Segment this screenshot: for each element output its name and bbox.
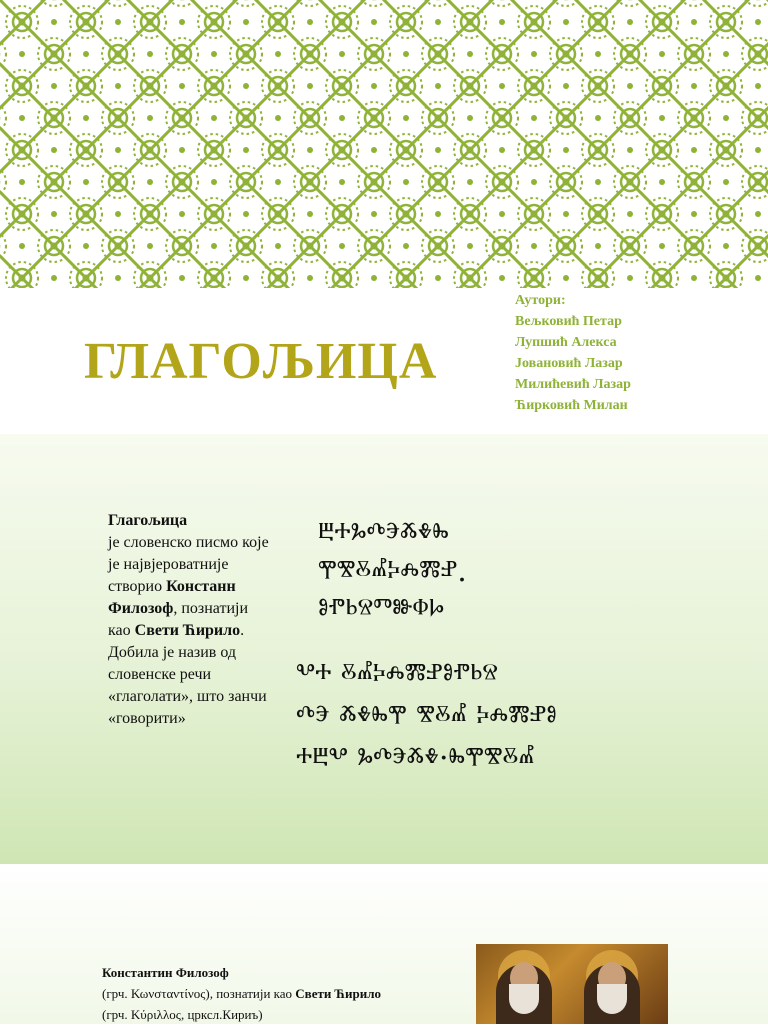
- decorative-pattern-icon: [0, 0, 768, 288]
- glagolitic-round-sample: [318, 515, 467, 629]
- glagolitic-angular-sample: [296, 654, 557, 780]
- glagolitic-line: ⰲⰰ ⰻⰼⰽⰾⰿⱀⱁⱂⱃⱄ: [296, 657, 498, 692]
- glagolitic-line: ⰱⰰⰳⰴⰵⰶⰷⰸ: [318, 516, 449, 551]
- glagolitic-line: ⰹⰺⰻⰼⰽⰾⰿⱀ.: [318, 554, 467, 589]
- author-item: Милићевић Лазар: [515, 377, 631, 392]
- beard-icon: [509, 984, 539, 1014]
- author-item: Ћирковић Милан: [515, 398, 628, 413]
- glagolitic-line: ⰰⰱⰲ ⰳⰴⰵⰶⰷ·ⰸⰹⰺⰻⰼ: [296, 741, 535, 776]
- term-constantine: Констанн Филозоф: [108, 578, 236, 617]
- text-segment: (грч. Κύριλλος, црксл.Кириъ): [102, 1007, 263, 1022]
- author-item: Лупшић Алекса: [515, 335, 617, 350]
- page-title: ГЛАГОЉИЦА: [84, 333, 438, 390]
- term-constantine: Константин Филозоф: [102, 965, 229, 980]
- text-segment: (грч. Κωνσταντίνος), познатији као: [102, 986, 296, 1001]
- glagolitic-line: ⰴⰵ ⰶⰷⰸⰹ ⰺⰻⰼ ⰽⰾⰿⱀⱁ: [296, 699, 557, 734]
- authors-list: [515, 290, 631, 416]
- term-saint-cyril: Свети Ћирило: [134, 622, 241, 639]
- description-text: [108, 510, 273, 730]
- text-segment: је словенско писмо које је највјероватније створио: [108, 534, 269, 595]
- authors-label: Аутори:: [515, 293, 566, 308]
- text-segment: . Добила је назив од словенске речи «глаголати», што занчи «говорити»: [108, 622, 267, 727]
- term-saint-cyril: Свети Ћирило: [295, 986, 382, 1001]
- beard-icon: [597, 984, 627, 1014]
- text-segment: , познатији као: [108, 600, 249, 639]
- saints-icon-painting: [476, 944, 668, 1024]
- author-item: Вељковић Петар: [515, 314, 622, 329]
- author-item: Јовановић Лазар: [515, 356, 623, 371]
- glagolitic-line: ⱁⱂⱃⱄⱅⱆⱇⱈ: [318, 592, 445, 627]
- biography-text: [102, 962, 392, 1025]
- term-glagolitic: Глагољица: [108, 512, 188, 529]
